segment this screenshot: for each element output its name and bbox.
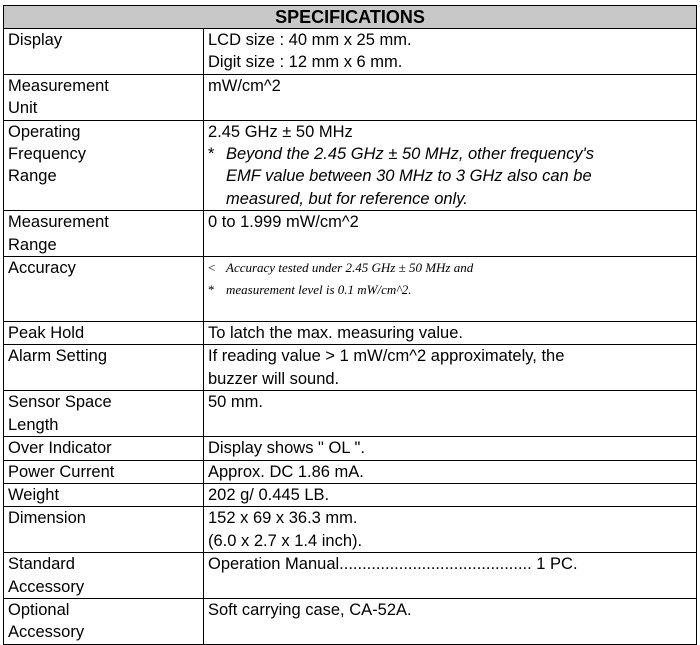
table-row xyxy=(4,120,697,211)
value-line: buzzer will sound. xyxy=(208,369,340,388)
spec-value: To latch the max. measuring value. xyxy=(204,322,697,345)
spec-label: Dimension xyxy=(4,507,204,553)
table-row xyxy=(4,29,697,75)
accuracy-note: * measurement level is 0.1 mW/cm^2. xyxy=(208,279,692,301)
note-line: EMF value between 30 MHz to 3 GHz also can be xyxy=(226,167,592,186)
spec-label: Accuracy xyxy=(4,257,204,322)
value-line: (6.0 x 2.7 x 1.4 inch). xyxy=(208,531,363,550)
spec-label xyxy=(4,391,204,437)
spec-value: Display shows " OL ". xyxy=(204,437,697,460)
label-line: Frequency xyxy=(8,145,86,164)
note-line: Beyond the 2.45 GHz ± 50 MHz, other frequency's xyxy=(226,145,595,164)
spec-label: Peak Hold xyxy=(4,322,204,345)
label-line: Operating xyxy=(8,122,81,141)
label-line: Range xyxy=(8,167,57,186)
spec-label: Power Current xyxy=(4,460,204,483)
spec-label xyxy=(4,211,204,257)
label-line: Length xyxy=(8,415,59,434)
value-line: If reading value > 1 mW/cm^2 approximately, the xyxy=(208,347,565,366)
value-line: Digit size : 12 mm x 6 mm. xyxy=(208,53,403,72)
label-line: Optional xyxy=(8,600,70,619)
spec-value: 202 g/ 0.445 LB. xyxy=(204,483,697,506)
less-than-marker: < xyxy=(208,260,216,276)
table-row xyxy=(4,345,697,391)
table-row xyxy=(4,437,697,460)
spec-value: mW/cm^2 xyxy=(204,74,697,120)
spec-label xyxy=(4,74,204,120)
spec-value: Approx. DC 1.86 mA. xyxy=(204,460,697,483)
spec-value: 0 to 1.999 mW/cm^2 xyxy=(204,211,697,257)
frequency-note xyxy=(208,143,692,165)
spec-value: 50 mm. xyxy=(204,391,697,437)
table-row xyxy=(4,598,697,644)
spec-label: Weight xyxy=(4,483,204,506)
asterisk-marker: * xyxy=(208,282,215,298)
label-line: Accessory xyxy=(8,577,85,596)
value-line: LCD size : 40 mm x 25 mm. xyxy=(208,31,412,49)
table-row xyxy=(4,322,697,345)
spec-value xyxy=(204,120,697,211)
spec-label: Alarm Setting xyxy=(4,345,204,391)
spec-value xyxy=(204,507,697,553)
value-line: 152 x 69 x 36.3 mm. xyxy=(208,509,358,528)
label-line: Measurement xyxy=(8,213,109,232)
label-line: Unit xyxy=(8,99,38,118)
label-line: Accessory xyxy=(8,623,85,642)
value-line: 2.45 GHz ± 50 MHz xyxy=(208,122,353,141)
table-header-row xyxy=(4,6,697,29)
table-row xyxy=(4,553,697,599)
label-line: Range xyxy=(8,235,57,254)
spec-value xyxy=(204,29,697,75)
table-row xyxy=(4,483,697,506)
specifications-table xyxy=(3,5,697,645)
table-title: SPECIFICATIONS xyxy=(4,6,697,29)
table-row xyxy=(4,211,697,257)
accuracy-note: < Accuracy tested under 2.45 GHz ± 50 MHz and xyxy=(208,257,692,279)
asterisk-marker: * xyxy=(208,145,215,164)
spec-label xyxy=(4,553,204,599)
spec-label xyxy=(4,120,204,211)
table-row xyxy=(4,74,697,120)
note-line: measured, but for reference only. xyxy=(226,189,468,208)
table-row xyxy=(4,257,697,322)
label-line: Standard xyxy=(8,555,75,574)
spec-label: Over Indicator xyxy=(4,437,204,460)
spec-value xyxy=(204,345,697,391)
table-row xyxy=(4,391,697,437)
spec-label xyxy=(4,598,204,644)
spec-value: Soft carrying case, CA-52A. xyxy=(204,598,697,644)
label-line: Measurement xyxy=(8,76,109,95)
table-row xyxy=(4,507,697,553)
table-row xyxy=(4,460,697,483)
spec-value xyxy=(204,257,697,322)
spec-value: Operation Manual.......................................... 1 PC. xyxy=(204,553,697,599)
label-line: Sensor Space xyxy=(8,393,112,412)
spec-label: Display xyxy=(4,29,204,75)
